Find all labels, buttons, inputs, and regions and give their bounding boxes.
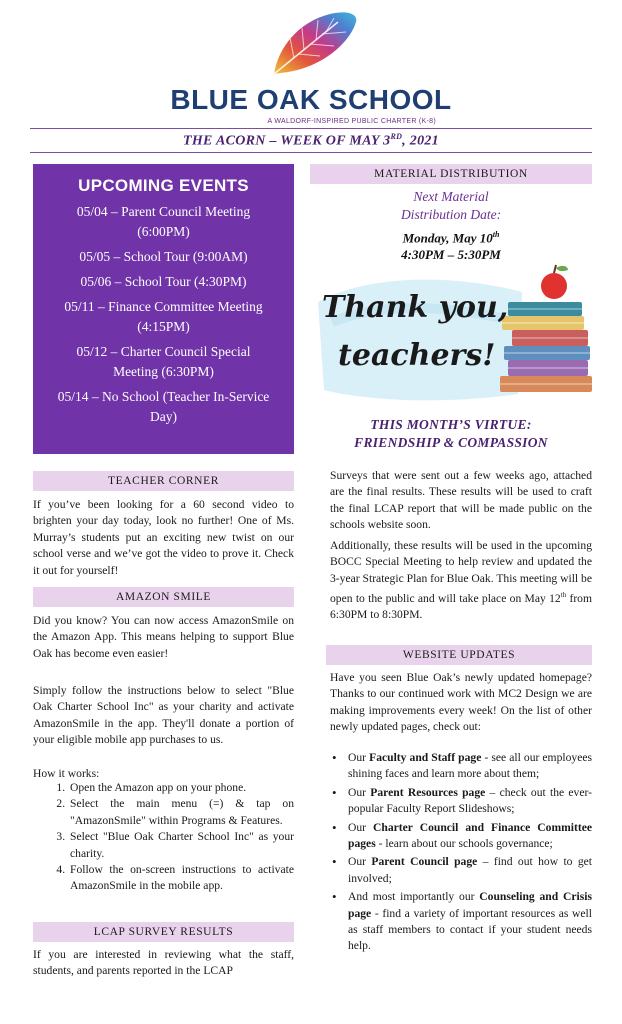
next-distribution-label: Next Material Distribution Date:	[400, 189, 502, 222]
lcap-paragraph: Additionally, these results will be used in the upcoming BOCC Special Meeting to help review and updated the 3-year Strategic Plan for Blue Oak. This meeting will be open to the public and will take place on May 12th from 6:30PM to 8:30PM.	[330, 539, 592, 622]
distribution-date: Monday, May 10th 4:30PM – 5:30PM	[401, 230, 501, 263]
list-item: • Our Faculty and Staff page - see all our employees shining faces and learn more about them;	[330, 750, 592, 783]
leaf-logo-icon	[268, 8, 362, 80]
list-item: • Our Parent Council page – find out how to get involved;	[330, 854, 592, 887]
thank-you-text: Thank you,	[322, 290, 509, 325]
list-item: • Our Parent Resources page – check out the ever-popular Faculty Report Slideshows;	[330, 785, 592, 818]
event-item: 05/05 – School Tour (9:00AM)	[79, 249, 248, 264]
list-item: 1. Open the Amazon app on your phone.	[68, 780, 294, 796]
lcap-survey-header: LCAP SURVEY RESULTS	[33, 922, 294, 942]
event-item: 05/04 – Parent Council Meeting (6:00PM)	[76, 204, 251, 239]
lcap-paragraph: Surveys that were sent out a few weeks ago, attached are the final results. These results will be used to craft the final LCAP report that will be made public on the schools website soon.	[330, 469, 592, 532]
list-item: 4. Follow the on-screen instructions to activate AmazonSmile in the mobile app.	[68, 862, 294, 895]
amazon-paragraph: Simply follow the instructions below to select "Blue Oak Charter School Inc" as your charity and activate AmazonSmile in the app. They'll donate a portion of your eligible mobile app purchases to us.	[33, 684, 294, 747]
event-item: 05/11 – Finance Committee Meeting (4:15PM)	[64, 299, 263, 334]
thank-you-teachers-image	[312, 262, 598, 410]
upcoming-events-box	[33, 164, 294, 454]
issue-title: THE ACORN – WEEK OF MAY 3RD, 2021	[183, 132, 439, 149]
events-title: UPCOMING EVENTS	[78, 176, 249, 195]
amazon-paragraph: Did you know? You can now access AmazonSmile on the Amazon App. This means helping to support Blue Oak has become even easier!	[33, 614, 294, 660]
header-divider	[30, 128, 592, 129]
amazon-steps-list	[52, 780, 294, 895]
how-it-works-label: How it works:	[33, 767, 100, 780]
event-item: 05/06 – School Tour (4:30PM)	[80, 274, 247, 289]
website-intro: Have you seen Blue Oak’s newly updated homepage? Thanks to our continued work with MC2 Design we are making improvements every week! On the list of other newly updated pages, check out:	[330, 671, 592, 734]
website-updates-header: WEBSITE UPDATES	[326, 645, 592, 665]
school-name: BLUE OAK SCHOOL	[170, 84, 452, 115]
list-item: 2. Select the main menu (=) & tap on "AmazonSmile" within Programs & Features.	[68, 796, 294, 829]
event-item: 05/12 – Charter Council Special Meeting (6:30PM)	[76, 344, 251, 379]
list-item: • Our Charter Council and Finance Committee pages - learn about our schools governance;	[330, 820, 592, 853]
school-tagline: A WALDORF-INSPIRED PUBLIC CHARTER (K-8)	[267, 118, 436, 125]
amazon-smile-header: AMAZON SMILE	[33, 587, 294, 607]
lcap-paragraph: If you are interested in reviewing what the staff, students, and parents reported in the LCAP	[33, 948, 294, 978]
teacher-corner-body: If you’ve been looking for a 60 second video to brighten your day today, look no further! One of Ms. Murray’s students put an exciting new twist on our school verse and we’ve got the video to prove it. Check it out for yourself!	[33, 498, 294, 577]
material-distribution-header: MATERIAL DISTRIBUTION	[310, 164, 592, 184]
list-item: • And most importantly our Counseling and Crisis page - find a variety of important resources as well as staff members to contact if your student needs help.	[330, 889, 592, 955]
website-updates-list	[330, 750, 592, 957]
teachers-text: teachers!	[338, 338, 496, 373]
teacher-corner-header: TEACHER CORNER	[33, 471, 294, 491]
header-divider	[30, 152, 592, 153]
list-item: 3. Select "Blue Oak Charter School Inc" as your charity.	[68, 829, 294, 862]
event-item: 05/14 – No School (Teacher In-Service Day)	[57, 389, 270, 424]
monthly-virtue: THIS MONTH’S VIRTUE: FRIENDSHIP & COMPASSION	[354, 417, 548, 450]
